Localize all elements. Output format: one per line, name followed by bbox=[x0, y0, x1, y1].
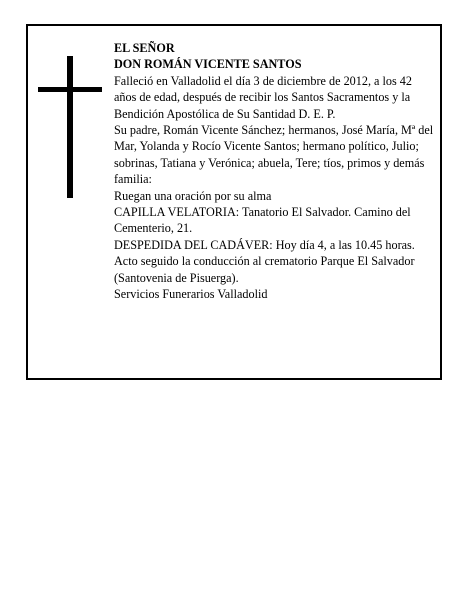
death-info: Falleció en Valladolid el día 3 de diciembre de 2012, a los 42 años de edad, después de recibir los Santos Sacramentos y la Bendición Apostólica de Su Santidad D. E. P. bbox=[114, 73, 412, 121]
deceased-title: EL SEÑOR bbox=[114, 41, 175, 55]
cross-icon bbox=[38, 56, 102, 198]
cross-vertical-bar bbox=[67, 56, 73, 198]
farewell-info: DESPEDIDA DEL CADÁVER: Hoy día 4, a las 10.45 horas. Acto seguido la conducción al crematorio Parque El Salvador (Santovenia de Pisuerga). bbox=[114, 237, 415, 285]
prayer-request: Ruegan una oración por su alma bbox=[114, 188, 272, 203]
obituary-text bbox=[114, 40, 436, 303]
chapel-info: CAPILLA VELATORIA: Tanatorio El Salvador. Camino del Cementerio, 21. bbox=[114, 205, 411, 236]
funeral-services: Servicios Funerarios Valladolid bbox=[114, 287, 268, 302]
deceased-name: DON ROMÁN VICENTE SANTOS bbox=[114, 57, 302, 72]
obituary-notice-frame bbox=[26, 24, 442, 380]
family-list: Su padre, Román Vicente Sánchez; hermanos, José María, Mª del Mar, Yolanda y Rocío Vicente Santos; hermano político, Julio; sobrinas, Tatiana y Verónica; abuela, Tere; tíos, primos y demás familia: bbox=[114, 123, 434, 187]
cross-horizontal-bar bbox=[38, 87, 102, 92]
